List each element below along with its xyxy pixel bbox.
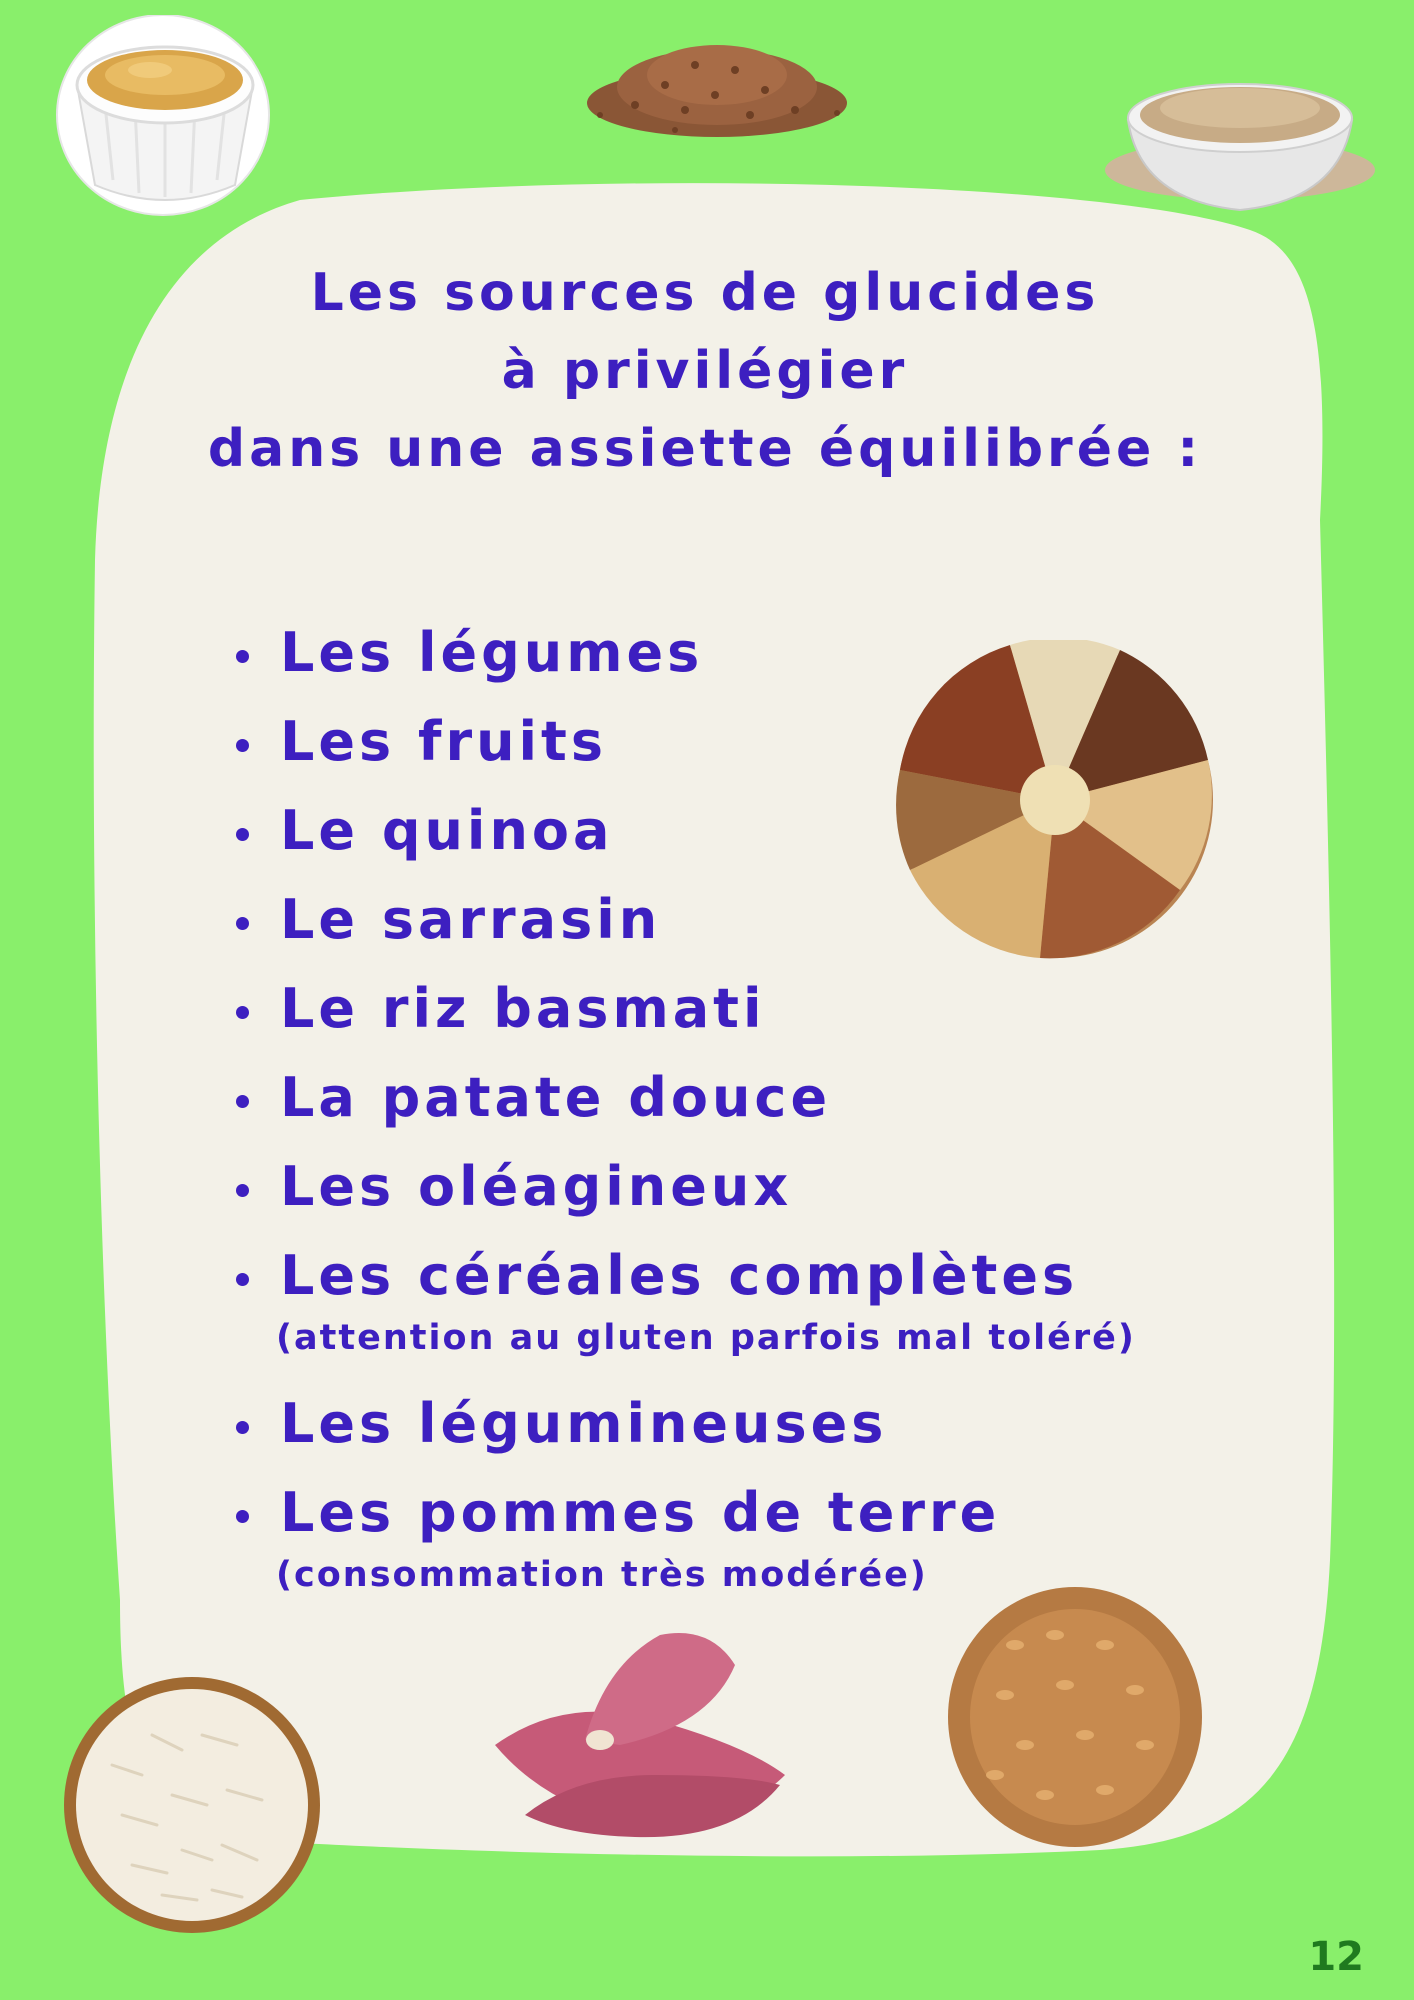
title-line-2: à privilégier xyxy=(501,341,909,401)
list-item-note: (consommation très modérée) xyxy=(276,1555,928,1595)
bullet-icon xyxy=(236,1273,249,1286)
sweet-potatoes-image xyxy=(485,1625,790,1840)
bullet-icon xyxy=(236,1184,249,1197)
bullet-icon xyxy=(236,739,249,752)
oat-flakes-bowl-image xyxy=(1100,60,1380,215)
bullet-icon xyxy=(236,650,249,663)
list-item-label: Les légumes xyxy=(280,621,704,684)
list-item-label: Les légumineuses xyxy=(280,1392,888,1455)
bullet-icon xyxy=(236,1006,249,1019)
bullet-icon xyxy=(236,1095,249,1108)
list-item-label: Les oléagineux xyxy=(280,1155,793,1218)
list-item-note: (attention au gluten parfois mal toléré) xyxy=(276,1318,1136,1358)
title-line-1: Les sources de glucides xyxy=(310,263,1100,323)
mixed-nuts-image xyxy=(890,640,1220,960)
basmati-rice-bowl-image xyxy=(62,1675,322,1935)
wheat-grains-image xyxy=(945,1585,1205,1850)
list-item-label: Le riz basmati xyxy=(280,977,766,1040)
title-line-3: dans une assiette équilibrée : xyxy=(207,419,1203,479)
list-item-label: Le quinoa xyxy=(280,799,614,862)
list-item-label: Les céréales complètes xyxy=(280,1244,1079,1307)
bullet-icon xyxy=(236,1510,249,1523)
bullet-icon xyxy=(236,917,249,930)
buckwheat-pile-image xyxy=(575,25,860,145)
list-item-label: Les pommes de terre xyxy=(280,1481,1001,1544)
page-title xyxy=(140,254,1270,488)
bullet-icon xyxy=(236,828,249,841)
list-item-label: Le sarrasin xyxy=(280,888,662,951)
bulgur-bowl-image xyxy=(55,15,275,225)
bullet-icon xyxy=(236,1421,249,1434)
page-number: 12 xyxy=(1308,1934,1364,1980)
list-item-label: La patate douce xyxy=(280,1066,832,1129)
list-item-label: Les fruits xyxy=(280,710,608,773)
